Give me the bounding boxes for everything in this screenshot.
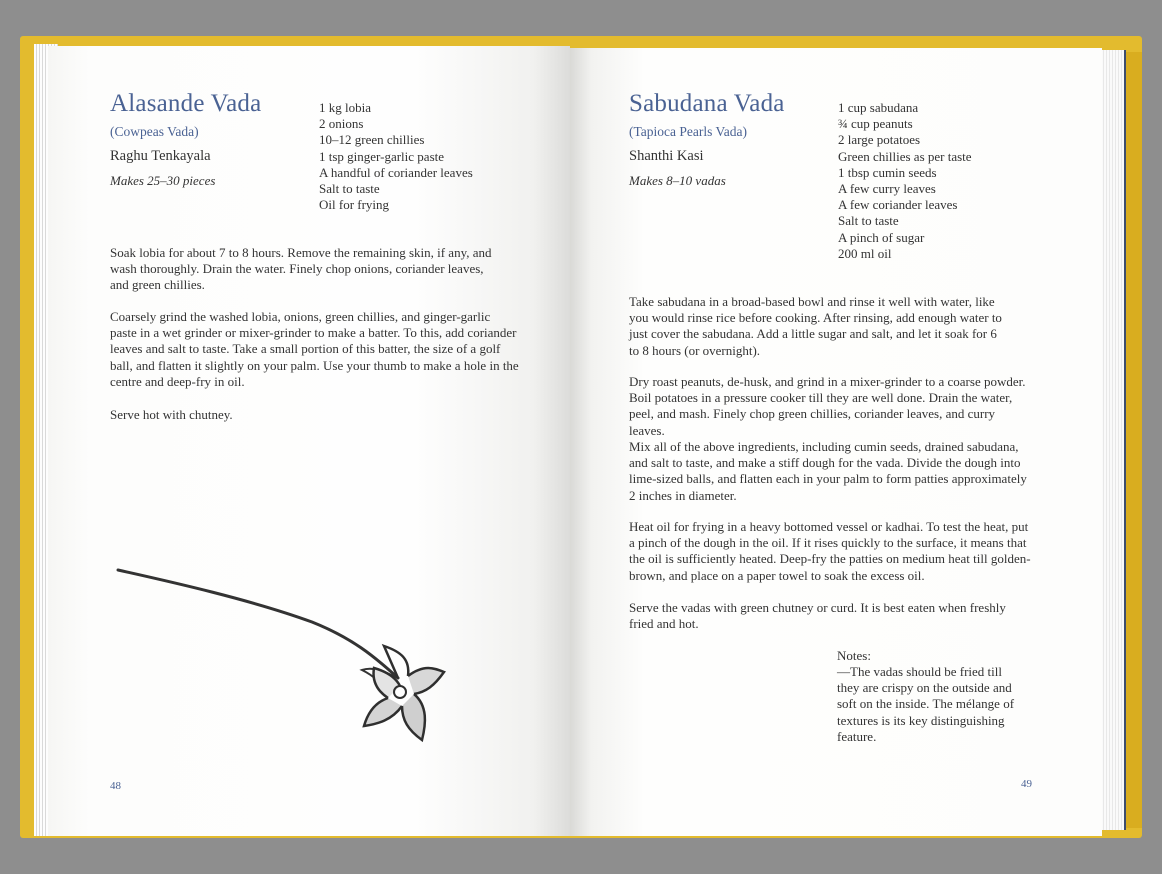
recipe-yield: Makes 25–30 pieces xyxy=(110,173,216,188)
ingredient-item: 2 large potatoes xyxy=(838,132,921,148)
recipe-yield: Makes 8–10 vadas xyxy=(629,173,726,188)
method-step: Heat oil for frying in a heavy bottomed vessel or kadhai. To test the heat, put a pinch of the dough in the oil. If it rises quickly to the surface, it means that the oil is sufficiently heated. Deep-fry the patties on medium heat till golden-brown, and place on a paper towel to soak the excess oil. xyxy=(629,519,1031,583)
ingredient-item: 1 tsp ginger-garlic paste xyxy=(319,148,445,164)
page-stack-right xyxy=(1100,50,1126,830)
ingredients-list xyxy=(319,100,549,213)
method-step: Mix all of the above ingredients, including cumin seeds, drained sabudana, and salt to taste, and make a stiff dough for the vada. Divide the dough into lime-sized balls, and flatten each in your palm to form patties approximately 2 inches in diameter. xyxy=(629,439,1027,503)
notes-heading: Notes: xyxy=(837,648,871,663)
recipe-title: Sabudana Vada xyxy=(629,90,785,117)
ingredient-item: Salt to taste xyxy=(838,213,899,229)
recipe-author: Shanthi Kasi xyxy=(629,148,704,164)
ingredient-item: A handful of coriander leaves xyxy=(319,164,473,180)
ingredient-item: 200 ml oil xyxy=(838,245,892,261)
method-step: Soak lobia for about 7 to 8 hours. Remove the remaining skin, if any, and wash thoroughly. Drain the water. Finely chop onions, coriander leaves, and green chillies. xyxy=(110,245,492,293)
ingredient-item: Oil for frying xyxy=(319,197,390,213)
ingredient-item: A pinch of sugar xyxy=(838,229,925,245)
method-step: Take sabudana in a broad-based bowl and rinse it well with water, like you would rinse rice before cooking. After rinsing, add enough water to just cover the sabudana. Add a little sugar and salt, and let it soak for 6 to 8 hours (or overnight). xyxy=(629,294,1002,358)
left-page xyxy=(48,46,570,836)
book-cover-edge xyxy=(1124,52,1142,828)
ingredient-item: 2 onions xyxy=(319,116,364,132)
recipe-subtitle: (Tapioca Pearls Vada) xyxy=(629,124,748,139)
notes-text: —The vadas should be fried till they are crispy on the outside and soft on the inside. The mélange of textures is its key distinguishing feature. xyxy=(837,664,1015,744)
page-number: 48 xyxy=(110,780,121,792)
ingredient-item: 10–12 green chillies xyxy=(319,132,425,148)
recipe-title: Alasande Vada xyxy=(110,90,262,117)
ingredient-item: 1 cup sabudana xyxy=(838,100,919,115)
ingredients-list xyxy=(838,100,1058,262)
method-step: Serve hot with chutney. xyxy=(110,407,233,422)
ingredient-item: A few curry leaves xyxy=(838,181,936,197)
page-number: 49 xyxy=(1021,778,1032,790)
ingredient-item: A few coriander leaves xyxy=(838,197,958,213)
method-step: Coarsely grind the washed lobia, onions, green chillies, and ginger-garlic paste in a wet grinder or mixer-grinder to make a batter. To this, add coriander leaves and salt to taste. Take a small portion of this batter, the size of a golf ball, and flatten it slightly on your palm. Use your thumb to make a hole in the centre and deep-fry in oil. xyxy=(110,309,519,389)
method-step: Dry roast peanuts, de-husk, and grind in a mixer-grinder to a coarse powder. Boil potatoes in a pressure cooker till they are well done. Drain the water, peel, and mash. Finely chop green chillies, coriander leaves, and curry leaves. xyxy=(629,374,1026,438)
ingredient-item: 1 tbsp cumin seeds xyxy=(838,164,937,180)
method-step: Serve the vadas with green chutney or curd. It is best eaten when freshly fried and hot. xyxy=(629,600,1006,632)
recipe-author: Raghu Tenkayala xyxy=(110,148,211,164)
right-page xyxy=(570,48,1102,836)
ingredient-item: Salt to taste xyxy=(319,181,380,197)
recipe-subtitle: (Cowpeas Vada) xyxy=(110,124,199,139)
ingredient-item: 1 kg lobia xyxy=(319,100,371,115)
vada-mould-icon xyxy=(112,560,452,760)
ingredient-item: Green chillies as per taste xyxy=(838,148,972,164)
ingredient-item: ¾ cup peanuts xyxy=(838,116,913,132)
